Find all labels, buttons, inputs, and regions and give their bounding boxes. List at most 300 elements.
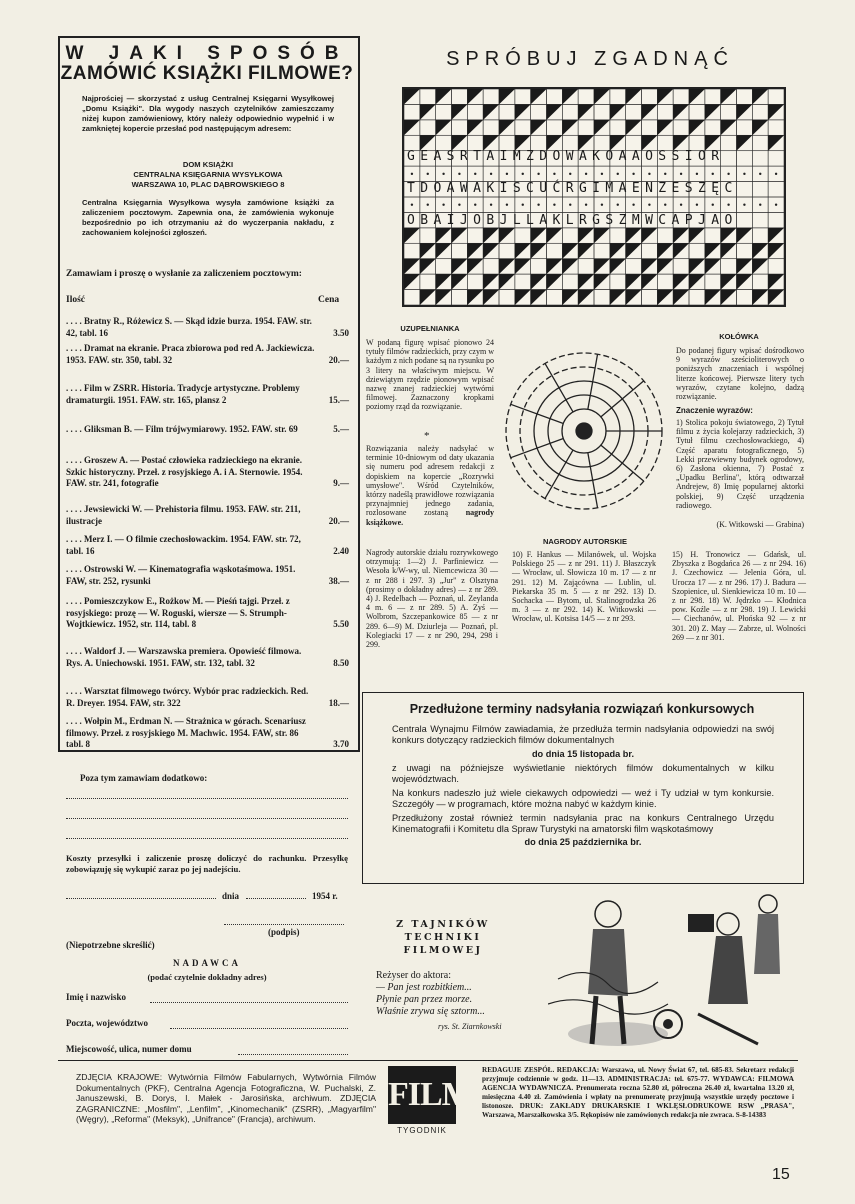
grid-cell — [727, 173, 729, 175]
grid-cell — [404, 243, 420, 258]
grid-cell — [436, 228, 452, 243]
date-line[interactable] — [246, 898, 306, 899]
grid-cell — [499, 259, 515, 274]
grid-cell — [721, 89, 737, 104]
caption-line: Płynie pan przez morze. — [376, 994, 473, 1005]
grid-cell — [404, 259, 420, 274]
grid-cell — [452, 290, 468, 305]
grid-cell — [483, 274, 499, 289]
grid-cell — [452, 274, 468, 289]
grid-cell — [420, 259, 436, 274]
kolowka-text-1: Do podanej figury wpisać dośrodkowo 9 wyrazów sześcioliterowych o poniższych znaczeniach i wspólnej literze końcowej. Pierwsze litery tych wyrazów, czytane kolejno, dadzą rozwiązanie. — [676, 346, 804, 402]
grid-cell — [673, 228, 689, 243]
grid-cell — [642, 274, 658, 289]
grid-cell — [743, 204, 745, 206]
book-item[interactable]: . . . . Waldorf J. — Warszawska premiera. Opowieść filmowa. Rys. A. Uniechowski. 1951. FAW, str. 132, tabl. 32 8.50 — [66, 646, 349, 668]
grid-cell — [673, 274, 689, 289]
grid-cell — [515, 243, 531, 258]
book-item[interactable]: . . . . Gliksman B. — Film trójwymiarowy. 1952. FAW. str. 69 5.— — [66, 424, 349, 434]
extra-line[interactable] — [66, 798, 348, 799]
grid-cell — [626, 259, 642, 274]
grid-cell — [689, 104, 705, 119]
figure-stroke — [511, 439, 564, 458]
grid-cell — [537, 204, 539, 206]
grid-cell — [506, 204, 508, 206]
grid-cell — [483, 259, 499, 274]
grid-cell — [610, 243, 626, 258]
grid-cell — [657, 89, 673, 104]
grid-cell — [483, 89, 499, 104]
grid-cell — [737, 259, 753, 274]
grid-cell — [531, 243, 547, 258]
order-request: Zamawiam i proszę o wysłanie za zaliczeniem pocztowym: — [66, 269, 302, 279]
cartoon-illustration — [548, 884, 798, 1054]
grid-cell — [657, 228, 673, 243]
grid-cell — [705, 274, 721, 289]
grid-cell — [752, 274, 768, 289]
grid-cell — [553, 204, 555, 206]
grid-cell — [404, 228, 420, 243]
grid-cell — [673, 104, 689, 119]
grid-cell — [578, 259, 594, 274]
book-item[interactable]: . . . . Jewsiewicki W. — Prehistoria filmu. 1953. FAW. str. 211, ilustracje 20.— — [66, 504, 349, 526]
grid-cell — [752, 104, 768, 119]
grid-cell — [626, 290, 642, 305]
grid-cell — [436, 104, 452, 119]
name-field[interactable] — [150, 1002, 348, 1003]
cost-note: Koszty przesyłki i zaliczenie proszę doliczyć do rachunku. Przesyłkę zobowiązuję się wykupić zaraz po jej nadejściu. — [66, 853, 348, 874]
grid-cell — [522, 204, 524, 206]
grid-cell — [721, 228, 737, 243]
grid-cell — [515, 274, 531, 289]
grid-cell — [442, 204, 444, 206]
grid-cell — [721, 290, 737, 305]
grid-cell — [515, 89, 531, 104]
grid-cell — [483, 120, 499, 135]
grid-cell — [594, 89, 610, 104]
grid-cell — [705, 243, 721, 258]
grid-cell — [467, 228, 483, 243]
grid-cell — [490, 173, 492, 175]
grid-cell — [737, 290, 753, 305]
grid-cell — [610, 120, 626, 135]
grid-cell — [642, 290, 658, 305]
grid-cell — [752, 259, 768, 274]
kolowka-title: KOŁÓWKA — [719, 332, 759, 341]
order-title-line2: ZAMÓWIĆ KSIĄŻKI FILMOWE? — [60, 63, 354, 84]
grid-cell — [768, 243, 784, 258]
place-field-label: Miejscowość, ulica, numer domu — [66, 1044, 192, 1054]
ext-paragraph: Przedłużony został również termin nadsyłania prac na konkurs Centralnego Urzędu Kinematografii i Komitetu dla Spraw Turystyki na amatorski film wąskotaśmowy — [392, 813, 774, 834]
caption-line: Właśnie zrywa się sztorm... — [376, 1006, 485, 1017]
grid-cell — [562, 290, 578, 305]
sender-subheading: (podać czytelnie dokładny adres) — [147, 972, 267, 982]
grid-cell — [562, 89, 578, 104]
book-item[interactable]: . . . . Ostrowski W. — Kinematografia wąskotaśmowa. 1951. FAW, str. 252, rysunki 38.— — [66, 564, 349, 586]
ext-date-2: do dnia 25 października br. — [524, 837, 642, 847]
book-item[interactable]: . . . . Merz I. — O filmie czechosłowackim. 1954. FAW. str. 72, tabl. 16 2.40 — [66, 534, 349, 556]
grid-cell — [585, 173, 587, 175]
signature-label: (podpis) — [268, 927, 300, 937]
grid-cell — [664, 173, 666, 175]
grid-cell — [601, 173, 603, 175]
prizes-title: NAGRODY AUTORSKIE — [542, 537, 628, 546]
book-item[interactable]: . . . . Wołpin M., Erdman N. — Strażnica w górach. Scenariusz filmowy. Przeł. z rosyjskiego M. Machwic. 1954. FAW, str. 86 tabl. 8 3.70 — [66, 716, 349, 749]
grid-cell — [626, 120, 642, 135]
grid-cell — [458, 204, 460, 206]
prizes-col-3: 15) H. Tronowicz — Gdańsk, ul. Zbyszka z Bogdańca 26 — z nr 294. 16) J. Czechowicz — Jelenia Góra, ul. Urocza 17 — z nr 296. 17) J. Badura — Szopienice, ul. Sienkiewicza 10 m. 10 — z nr 298. 18) W. Jędrzko — Kłodnica pow. Koźle — z nr 298. 19) J. Lewicki — Ciechanów, ul. Płońska 92 — z nr 301. 20) Z. May — Zabrze, ul. Wolności 269 — z nr 301. — [672, 550, 806, 642]
crossword-grid-drawing — [404, 89, 784, 305]
grid-cell — [547, 104, 563, 119]
grid-cell — [752, 290, 768, 305]
grid-cell — [737, 89, 753, 104]
grid-cell — [452, 120, 468, 135]
grid-cell — [673, 243, 689, 258]
grid-cell — [610, 259, 626, 274]
order-intro: Najprościej — skorzystać z usług Centralnej Księgarni Wysyłkowej „Domu Książki". Dla wygody naszych czytelników zamieszczamy niżej kupon zamówieniowy, który należy odpowiednio wypełnić i w zamkniętej kopercie przesłać pod następującym adresem: — [82, 94, 334, 133]
address-line: DOM KSIĄŻKI — [182, 160, 234, 169]
grid-cell — [594, 243, 610, 258]
grid-cell — [420, 274, 436, 289]
grid-cell — [721, 274, 737, 289]
grid-cell — [759, 204, 761, 206]
place-line[interactable] — [66, 898, 216, 899]
grid-cell — [626, 228, 642, 243]
grid-cell — [427, 204, 429, 206]
grid-cell — [537, 173, 539, 175]
grid-cell — [569, 204, 571, 206]
grid-cell — [594, 228, 610, 243]
grid-cell — [436, 290, 452, 305]
grid-cell — [562, 259, 578, 274]
footer-rule — [58, 1060, 798, 1061]
grid-cell — [411, 204, 413, 206]
grid-cell — [617, 173, 619, 175]
grid-cell — [648, 204, 650, 206]
figure-stroke — [576, 423, 592, 439]
grid-cell — [467, 104, 483, 119]
grid-cell — [553, 173, 555, 175]
grid-cell — [483, 228, 499, 243]
kolowka-figure — [500, 336, 668, 526]
caption-line: — Pan jest rozbitkiem... — [376, 982, 472, 993]
grid-cell — [404, 89, 420, 104]
grid-cell — [680, 173, 682, 175]
extra-line[interactable] — [66, 838, 348, 839]
grid-cell — [768, 89, 784, 104]
cartoon-title: Z TAJNIKÓW TECHNIKI FILMOWEJ — [396, 919, 490, 956]
grid-cell — [467, 120, 483, 135]
grid-cell — [657, 104, 673, 119]
grid-cell — [696, 204, 698, 206]
grid-cell — [673, 120, 689, 135]
grid-cell — [705, 120, 721, 135]
grid-cell — [442, 173, 444, 175]
crossword-title: SPRÓBUJ ZGADNĄĆ — [446, 48, 734, 70]
crossword-row-3: OBAIJOBJLLAKLRGSZMWCAPJAO — [407, 213, 738, 228]
grid-cell — [499, 228, 515, 243]
grid-cell — [578, 274, 594, 289]
grid-cell — [436, 120, 452, 135]
crossword-row-1: GEASRTAIMZDOWAKOAAOSSIOR — [407, 149, 725, 164]
grid-cell — [673, 89, 689, 104]
grid-cell — [547, 89, 563, 104]
grid-cell — [705, 89, 721, 104]
figure-stroke — [511, 404, 564, 423]
cartoon-caption — [376, 970, 546, 1018]
grid-cell — [657, 120, 673, 135]
grid-cell — [648, 173, 650, 175]
grid-cell — [411, 173, 413, 175]
place-field[interactable] — [238, 1054, 348, 1055]
grid-cell — [436, 89, 452, 104]
grid-cell — [547, 120, 563, 135]
strike-note: (Niepotrzebne skreślić) — [66, 940, 155, 950]
separator-star: * — [424, 430, 430, 442]
qty-header: Ilość — [66, 295, 85, 305]
grid-cell — [452, 228, 468, 243]
cartoon-credit: rys. St. Ziarnkowski — [438, 1022, 502, 1031]
ext-paragraph: Centrala Wynajmu Filmów zawiadamia, że przedłuża termin nadsyłania odpowiedzi na swój konkurs dotyczący radzieckich filmów dokumentalnych — [392, 724, 774, 745]
grid-cell — [531, 120, 547, 135]
grid-cell — [775, 204, 777, 206]
grid-cell — [515, 259, 531, 274]
caption-line: Reżyser do aktora: — [376, 970, 451, 981]
crossword-grid — [402, 87, 786, 307]
grid-cell — [626, 104, 642, 119]
grid-cell — [404, 104, 420, 119]
grid-cell — [404, 290, 420, 305]
date-label: dnia — [222, 891, 240, 901]
kolowka-author: (K. Witkowski — Grabina) — [716, 520, 804, 529]
grid-cell — [657, 259, 673, 274]
grid-cell — [705, 290, 721, 305]
grid-cell — [594, 290, 610, 305]
grid-cell — [632, 173, 634, 175]
grid-cell — [626, 89, 642, 104]
year-label: 1954 r. — [312, 891, 338, 901]
grid-cell — [436, 243, 452, 258]
page-number: 15 — [772, 1166, 790, 1183]
grid-cell — [768, 104, 784, 119]
grid-cell — [705, 259, 721, 274]
grid-cell — [452, 89, 468, 104]
grid-cell — [562, 228, 578, 243]
grid-cell — [752, 89, 768, 104]
grid-cell — [737, 120, 753, 135]
book-item[interactable]: . . . . Film w ZSRR. Historia. Tradycje artystyczne. Problemy dramaturgii. 1951. FAW. str. 165, plansz 2 15.— — [66, 383, 349, 405]
grid-cell — [610, 274, 626, 289]
grid-cell — [483, 104, 499, 119]
grid-cell — [467, 89, 483, 104]
grid-cell — [610, 290, 626, 305]
sender-heading: NADAWCA — [173, 958, 241, 968]
grid-cell — [578, 290, 594, 305]
grid-cell — [673, 259, 689, 274]
extra-line[interactable] — [66, 818, 348, 819]
grid-cell — [626, 274, 642, 289]
grid-cell — [569, 173, 571, 175]
order-address — [70, 160, 346, 190]
footer-imprint: REDAGUJE ZESPÓŁ. REDAKCJA: Warszawa, ul. Nowy Świat 67, tel. 685-83. Sekretarz redakcji przyjmuje codziennie w godz. 11—13. ADMINISTRACJA: tel. 675-77. WYDAWCA: FILMOWA AGENCJA WYDAWNICZA. Prenumerata roczna 52.80 zł, półroczna 26.40 zł, kwartalna 13.20 zł, miesięczna 4.40 zł. Zamówienia i wpłaty na prenumeratę przyjmują wszystkie urzędy pocztowe i listonosze. DRUK: ZAKŁADY DRUKARSKIE I WKLĘSŁODRUKOWE RSW „PRASA", Warszawa, Marszałkowska 3/5. Rękopisów nie zamówionych redakcja nie zwraca. S-8-14383 — [482, 1066, 794, 1119]
grid-cell — [578, 120, 594, 135]
grid-cell — [737, 228, 753, 243]
extended-deadlines-title: Przedłużone terminy nadsyłania rozwiązań konkursowych — [409, 702, 755, 716]
grid-cell — [452, 259, 468, 274]
book-item[interactable]: . . . . Bratny R., Różewicz S. — Skąd idzie burza. 1954. FAW. str. 42, tabl. 16 3.50 — [66, 316, 349, 338]
film-logo: FILM — [388, 1066, 456, 1124]
grid-cell — [594, 274, 610, 289]
grid-cell — [721, 104, 737, 119]
grid-cell — [752, 243, 768, 258]
post-field[interactable] — [170, 1028, 348, 1029]
grid-cell — [768, 120, 784, 135]
grid-cell — [547, 274, 563, 289]
grid-cell — [436, 274, 452, 289]
grid-cell — [474, 204, 476, 206]
grid-cell — [531, 290, 547, 305]
grid-cell — [420, 120, 436, 135]
grid-cell — [474, 173, 476, 175]
ext-paragraph: z uwagi na późniejsze wyświetlanie niektórych filmów dokumentalnych w kilku województwach. — [392, 763, 774, 784]
grid-cell — [737, 104, 753, 119]
grid-cell — [404, 274, 420, 289]
grid-cell — [467, 274, 483, 289]
grid-cell — [610, 104, 626, 119]
grid-cell — [721, 259, 737, 274]
uzup-text-2: Rozwiązania należy nadsyłać w terminie 10-dniowym od daty ukazania się numeru pod adresem redakcji z dopiskiem na kopercie „Rozrywki umysłowe". Wśród Czytelników, którzy nadeślą prawidłowe rozwiązania przynajmniej jednego zadania, rozlosowane zostaną nagrody książkowe. — [366, 444, 495, 527]
grid-cell — [752, 120, 768, 135]
grid-cell — [705, 228, 721, 243]
grid-cell — [578, 104, 594, 119]
extended-deadlines-body — [392, 724, 774, 848]
grid-cell — [642, 89, 658, 104]
grid-cell — [727, 204, 729, 206]
grid-cell — [578, 228, 594, 243]
grid-cell — [768, 228, 784, 243]
grid-cell — [467, 243, 483, 258]
grid-cell — [420, 228, 436, 243]
grid-cell — [515, 290, 531, 305]
grid-cell — [721, 120, 737, 135]
grid-cell — [689, 89, 705, 104]
grid-cell — [547, 290, 563, 305]
grid-cell — [775, 173, 777, 175]
order-title — [58, 44, 356, 84]
order-note: Centralna Księgarnia Wysyłkowa wysyła zamówione książki za zaliczeniem pocztowym. Zapewnia ona, że zamówienia wykonuje bezpośrednio po ich otrzymaniu aż do wyczerpania nakładu, z zachowaniem kolejności zgłoszeń. — [82, 198, 334, 237]
grid-cell — [531, 228, 547, 243]
grid-cell — [483, 243, 499, 258]
grid-cell — [721, 243, 737, 258]
book-item[interactable]: . . . . Dramat na ekranie. Praca zbiorowa pod red A. Jackiewicza. 1953. FAW. str. 350, tabl. 32 20.— — [66, 343, 349, 365]
grid-cell — [499, 274, 515, 289]
grid-cell — [499, 243, 515, 258]
grid-cell — [632, 204, 634, 206]
uzup-text-1: W podaną figurę wpisać pionowo 24 tytuły filmów radzieckich, przy czym w każdym z nich podane są na rysunku po 3 litery na właściwym miejscu. W dziewiątym rzędzie pionowym wpisać nazwę znanej radzieckiej wytwórni filmowej. Zaznaczony kropkami poziomy rząd da rozwiązanie. — [366, 338, 494, 412]
signature-line[interactable] — [224, 924, 344, 925]
post-field-label: Poczta, województwo — [66, 1018, 148, 1028]
grid-cell — [562, 243, 578, 258]
grid-cell — [642, 104, 658, 119]
grid-cell — [420, 290, 436, 305]
grid-cell — [467, 290, 483, 305]
grid-cell — [594, 104, 610, 119]
grid-cell — [689, 259, 705, 274]
grid-cell — [578, 89, 594, 104]
film-logo-subtitle: TYGODNIK — [397, 1126, 447, 1135]
grid-cell — [743, 173, 745, 175]
grid-cell — [712, 204, 714, 206]
footer-credits: ZDJĘCIA KRAJOWE: Wytwórnia Filmów Fabularnych, Wytwórnia Filmów Dokumentalnych (PKF), Centralna Agencja Fotograficzna, W. Puchalski, Z. Januszewski, B. Dorys, I. Małek - Jarosińska, archiwum. ZDJĘCIA ZAGRANICZNE: „Mosfilm", „Lenfilm", „Kinomechanik" (ZSRR), „Magyarfilm" (Węgry), „Reforma" (Meksyk), „Unifrance" (Francja), archiwum. — [76, 1072, 376, 1124]
grid-cell — [515, 228, 531, 243]
book-item[interactable]: . . . . Warsztat filmowego twórcy. Wybór prac radzieckich. Red. R. Dreyer. 1954. FAW, str. 322 18.— — [66, 686, 349, 708]
grid-cell — [737, 243, 753, 258]
kolowka-text-2: 1) Stolica pokoju światowego, 2) Tytuł filmu z życia kolejarzy radzieckich, 3) Tytuł filmu czechosłowackiego, 4) Część aparatu fotograficznego, 5) Lekki przewiewny budynek ogrodowy, 6) Zasłona okienna, 7) Postać z „Upadku Berlina", którą odtwarzał Andrejew, 8) Imię popularnej aktorki polskiej, 9) Część urządzenia radiowego. — [676, 418, 804, 510]
grid-cell — [617, 204, 619, 206]
grid-cell — [547, 228, 563, 243]
grid-cell — [531, 274, 547, 289]
grid-cell — [531, 259, 547, 274]
grid-cell — [610, 89, 626, 104]
grid-cell — [594, 120, 610, 135]
grid-cell — [562, 274, 578, 289]
address-line: WARSZAWA 10, PLAC DĄBROWSKIEGO 8 — [131, 180, 285, 189]
grid-cell — [515, 104, 531, 119]
ext-paragraph: Na konkurs nadeszło już wiele ciekawych odpowiedzi — weź i Ty udział w tym konkursie. Szczegóły — w programach, które można nabyć w każdym kinie. — [392, 788, 774, 809]
grid-cell — [737, 274, 753, 289]
grid-cell — [689, 243, 705, 258]
grid-cell — [610, 228, 626, 243]
grid-cell — [673, 290, 689, 305]
grid-cell — [689, 228, 705, 243]
grid-cell — [562, 104, 578, 119]
grid-cell — [689, 274, 705, 289]
address-line: CENTRALNA KSIĘGARNIA WYSYŁKOWA — [133, 170, 283, 179]
grid-cell — [420, 89, 436, 104]
grid-cell — [436, 259, 452, 274]
grid-cell — [506, 173, 508, 175]
grid-cell — [752, 228, 768, 243]
grid-cell — [759, 173, 761, 175]
crossword-row-2: TDOAWAKISCUĆRGIMAENZESZĘC — [407, 181, 738, 196]
kolowka-meaning-title: Znaczenie wyrazów: — [676, 406, 753, 415]
grid-cell — [768, 290, 784, 305]
grid-cell — [642, 228, 658, 243]
grid-cell — [531, 104, 547, 119]
grid-cell — [578, 243, 594, 258]
grid-cell — [404, 120, 420, 135]
grid-cell — [499, 104, 515, 119]
grid-cell — [768, 274, 784, 289]
grid-cell — [712, 173, 714, 175]
grid-cell — [522, 173, 524, 175]
grid-cell — [657, 274, 673, 289]
extra-order-label: Poza tym zamawiam dodatkowo: — [80, 773, 208, 783]
grid-cell — [768, 259, 784, 274]
book-item[interactable]: . . . . Pomieszczykow E., Rożkow M. — Pieśń tajgi. Przeł. z rosyjskiego: prozę — W. Roguski, wiersze — S. Strumph-Wojtkiewicz. 1952, str. 114, tabl. 8 5.50 — [66, 596, 349, 629]
grid-cell — [705, 104, 721, 119]
grid-cell — [458, 173, 460, 175]
grid-cell — [657, 243, 673, 258]
grid-cell — [531, 89, 547, 104]
grid-cell — [499, 89, 515, 104]
grid-cell — [452, 104, 468, 119]
grid-cell — [626, 243, 642, 258]
grid-cell — [420, 243, 436, 258]
order-title-line1: W JAKI SPOSÓB — [65, 43, 349, 64]
grid-cell — [642, 243, 658, 258]
book-item[interactable]: . . . . Groszew A. — Postać człowieka radzieckiego na ekranie. Szkic historyczny. Przeł. z rosyjskiego A. i A. Sternowie. 1954. FAW. str. 241, fotografie 9.— — [66, 455, 349, 488]
